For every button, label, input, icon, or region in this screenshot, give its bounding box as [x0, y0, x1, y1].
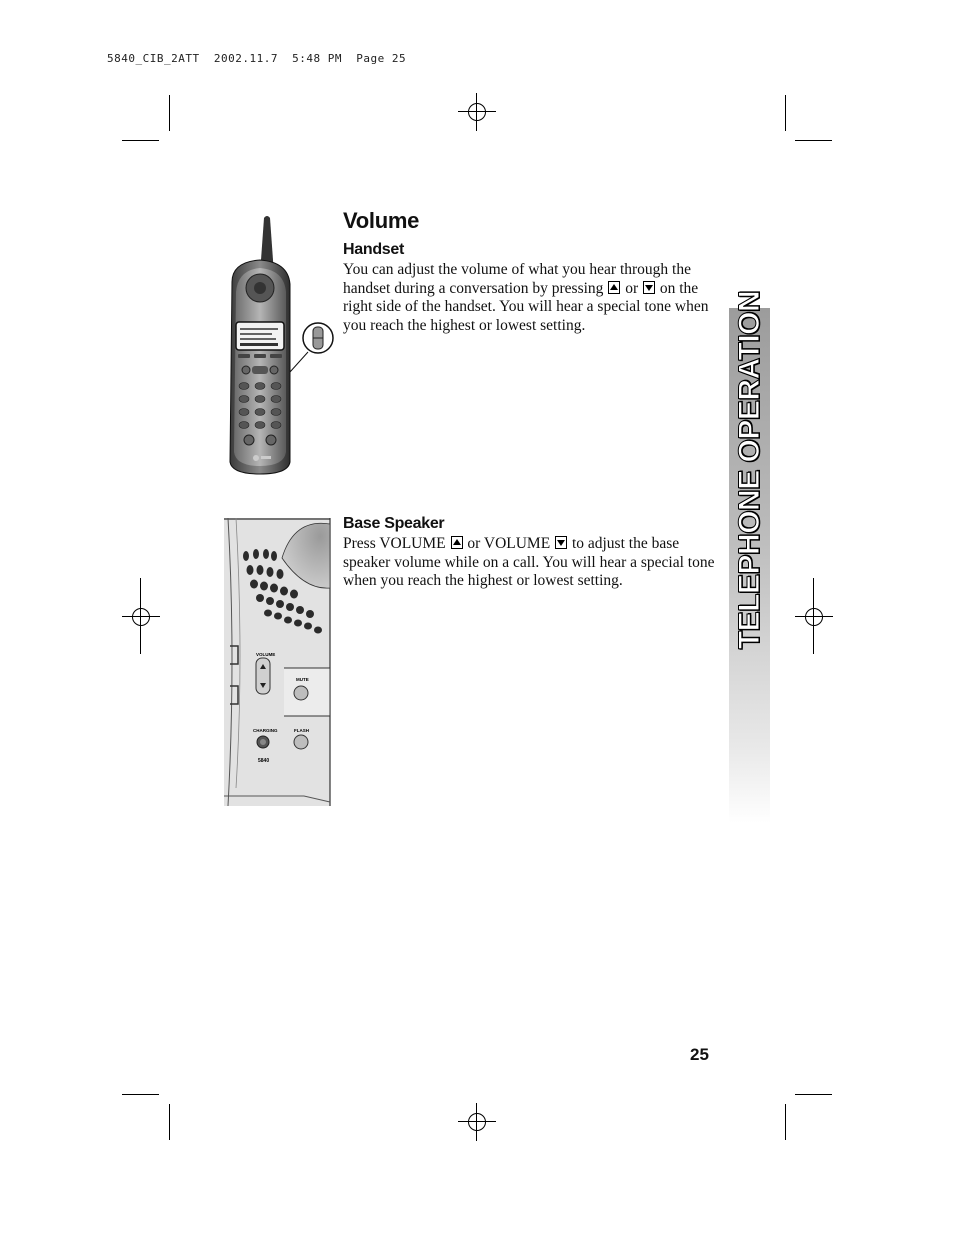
crop-mark	[785, 95, 786, 131]
crop-mark	[813, 578, 814, 654]
base-text-1: Press VOLUME	[343, 535, 446, 552]
crop-mark	[122, 140, 159, 141]
flash-label: FLASH	[294, 728, 309, 733]
crop-mark	[140, 578, 141, 654]
registration-mark	[458, 93, 496, 131]
section-side-tab	[729, 290, 770, 823]
crop-mark	[169, 95, 170, 131]
base-speaker-heading: Base Speaker	[343, 515, 445, 532]
crop-mark	[785, 1104, 786, 1140]
registration-mark	[122, 598, 160, 636]
handset-paragraph	[343, 261, 715, 336]
crop-mark	[795, 1094, 832, 1095]
section-tab-label: TELEPHONE OPERATION	[732, 290, 766, 650]
volume-down-key-icon	[555, 536, 567, 549]
volume-label: VOLUME	[256, 652, 276, 657]
handset-text-or: or	[625, 279, 639, 297]
base-text-2: or VOLUME	[467, 535, 551, 552]
mute-label: MUTE	[296, 677, 309, 682]
charging-label: CHARGING	[253, 728, 278, 733]
base-illustration	[224, 518, 332, 808]
crop-mark	[795, 140, 832, 141]
handset-heading: Handset	[343, 241, 405, 258]
section-title: Volume	[343, 208, 420, 233]
model-label: 5840	[258, 758, 270, 764]
handset-text-1: You can adjust the volume of what you hear through the handset during a conversation by pressing	[343, 261, 691, 297]
base-text-3: to adjust the base speaker volume while on a call. You will hear a special tone when you reach the highest or lowest setting.	[343, 535, 715, 590]
print-slug: 5840_CIB_2ATT 2002.11.7 5:48 PM Page 25	[107, 52, 407, 65]
volume-up-key-icon	[451, 536, 463, 549]
handset-illustration	[222, 212, 340, 480]
volume-down-key-icon	[643, 281, 655, 294]
volume-up-key-icon	[608, 281, 620, 294]
registration-mark	[795, 598, 833, 636]
crop-mark	[122, 1094, 159, 1095]
crop-mark	[169, 1104, 170, 1140]
base-speaker-paragraph	[343, 535, 717, 591]
page-number: 25	[690, 1045, 709, 1064]
handset-text-2: on the right side of the handset. You will hear a special tone when you reach the highest or lowest setting.	[343, 279, 709, 335]
registration-mark	[458, 1103, 496, 1141]
